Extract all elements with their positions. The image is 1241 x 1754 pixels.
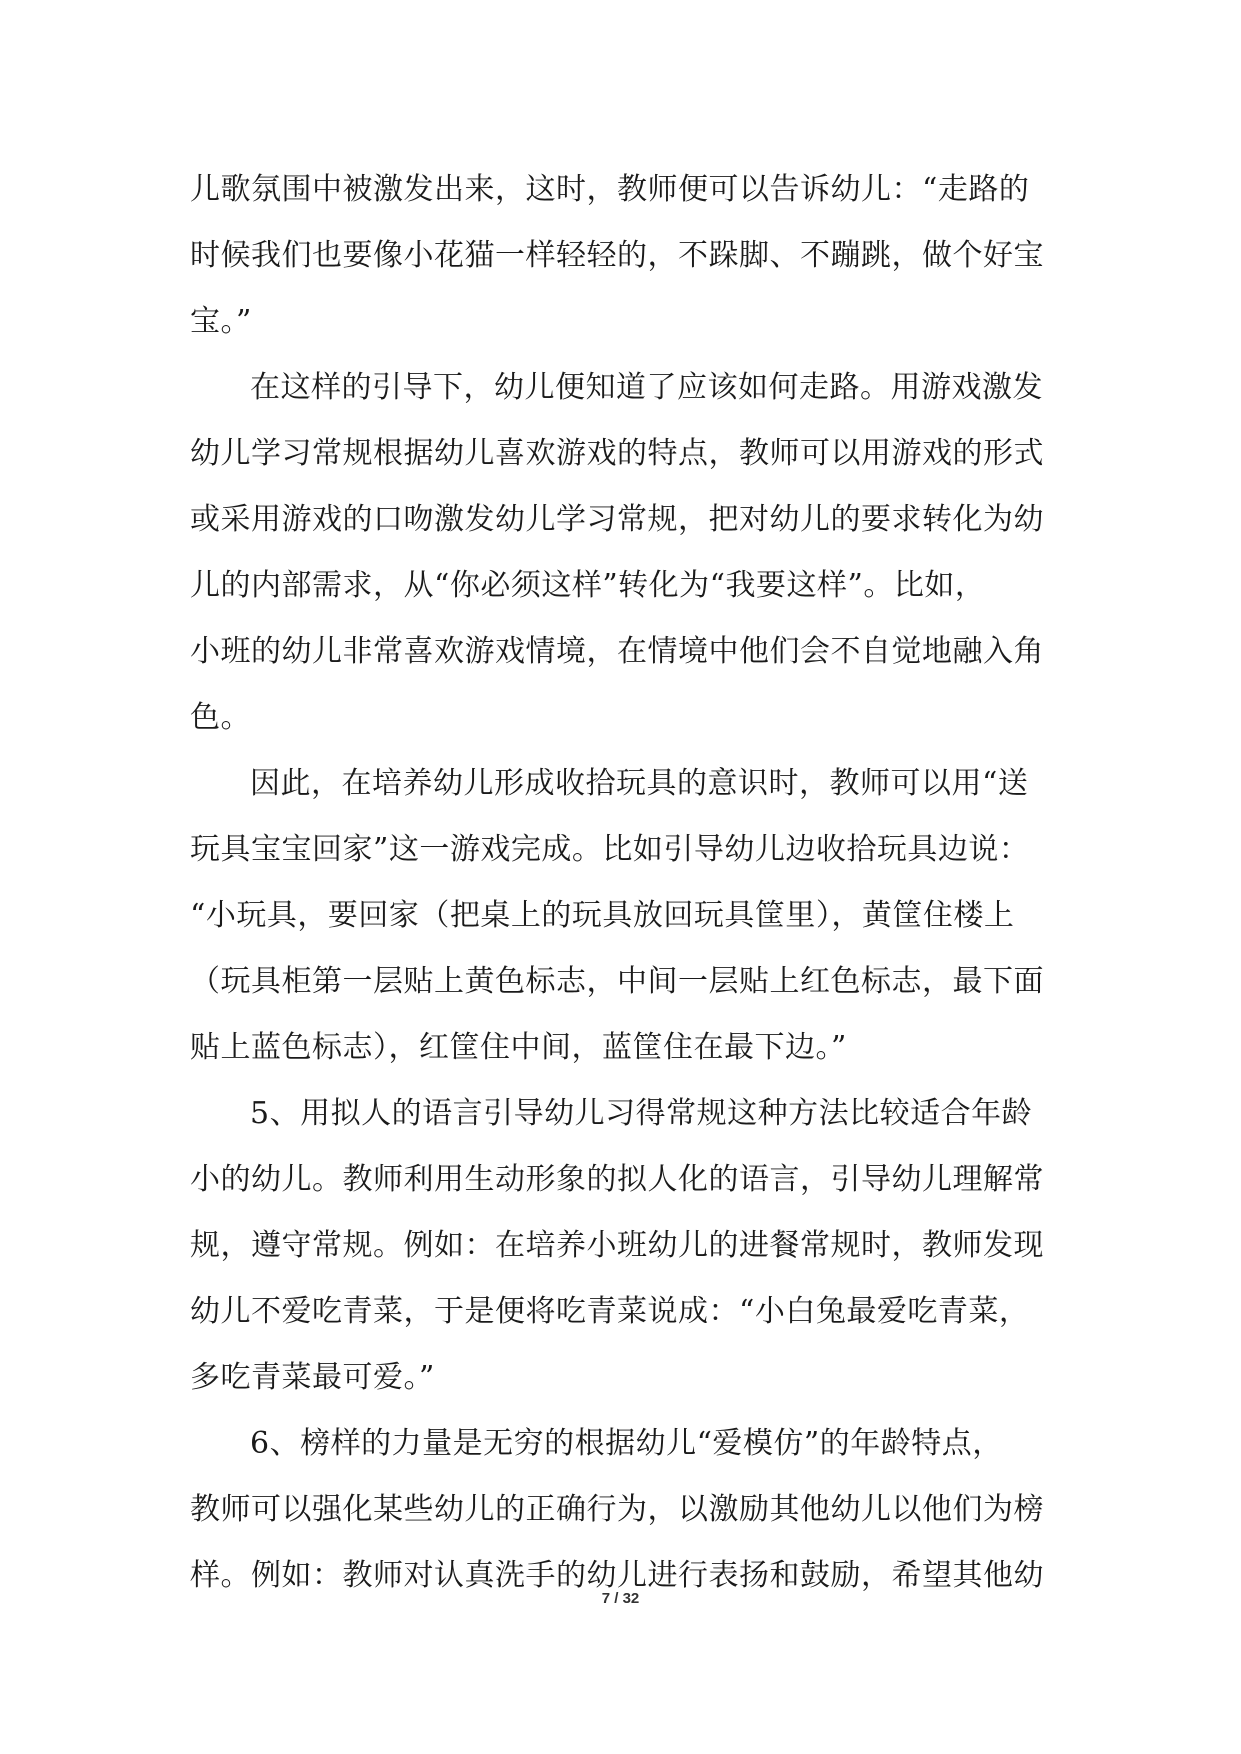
text-line: 儿歌氛围中被激发出来，这时，教师便可以告诉幼儿：“走路的: [190, 172, 1030, 207]
paragraph-start-line: 6、榜样的力量是无穷的根据幼儿“爱模仿”的年龄特点，: [250, 1426, 1003, 1461]
text-line: 样。例如：教师对认真洗手的幼儿进行表扬和鼓励，希望其他幼: [190, 1558, 1044, 1593]
text-line: 幼儿不爱吃青菜，于是便将吃青菜说成：“小白兔最爱吃青菜，: [190, 1294, 1030, 1329]
text-line: （玩具柜第一层贴上黄色标志，中间一层贴上红色标志，最下面: [190, 964, 1044, 999]
text-line: 儿的内部需求，从“你必须这样”转化为“我要这样”。比如，: [190, 568, 986, 603]
paragraph-start-line: 因此，在培养幼儿形成收拾玩具的意识时，教师可以用“送: [250, 766, 1029, 801]
body-text: [190, 157, 1060, 1609]
text-line: 或采用游戏的口吻激发幼儿学习常规，把对幼儿的要求转化为幼: [190, 502, 1044, 537]
text-line: 贴上蓝色标志），红筐住中间，蓝筐住在最下边。”: [190, 1030, 847, 1065]
text-line: 玩具宝宝回家”这一游戏完成。比如引导幼儿边收拾玩具边说：: [190, 832, 1030, 867]
text-line: 小的幼儿。教师利用生动形象的拟人化的语言，引导幼儿理解常: [190, 1162, 1044, 1197]
text-line: 宝。”: [190, 304, 252, 339]
text-line: 色。: [190, 700, 251, 735]
paragraph-start-line: 在这样的引导下，幼儿便知道了应该如何走路。用游戏激发: [250, 370, 1043, 405]
page-number: 7 / 32: [601, 1590, 640, 1607]
text-line: 小班的幼儿非常喜欢游戏情境，在情境中他们会不自觉地融入角: [190, 634, 1044, 669]
text-line: “小玩具，要回家（把桌上的玩具放回玩具筐里），黄筐住楼上: [190, 898, 1015, 933]
text-line: 时候我们也要像小花猫一样轻轻的，不跺脚、不蹦跳，做个好宝: [190, 238, 1044, 273]
paragraph-start-line: 5、用拟人的语言引导幼儿习得常规这种方法比较适合年龄: [250, 1096, 1033, 1131]
text-line: 多吃青菜最可爱。”: [190, 1360, 435, 1395]
text-line: 教师可以强化某些幼儿的正确行为，以激励其他幼儿以他们为榜: [190, 1492, 1044, 1527]
text-line: 规，遵守常规。例如：在培养小班幼儿的进餐常规时，教师发现: [190, 1228, 1044, 1263]
text-line: 幼儿学习常规根据幼儿喜欢游戏的特点，教师可以用游戏的形式: [190, 436, 1044, 471]
